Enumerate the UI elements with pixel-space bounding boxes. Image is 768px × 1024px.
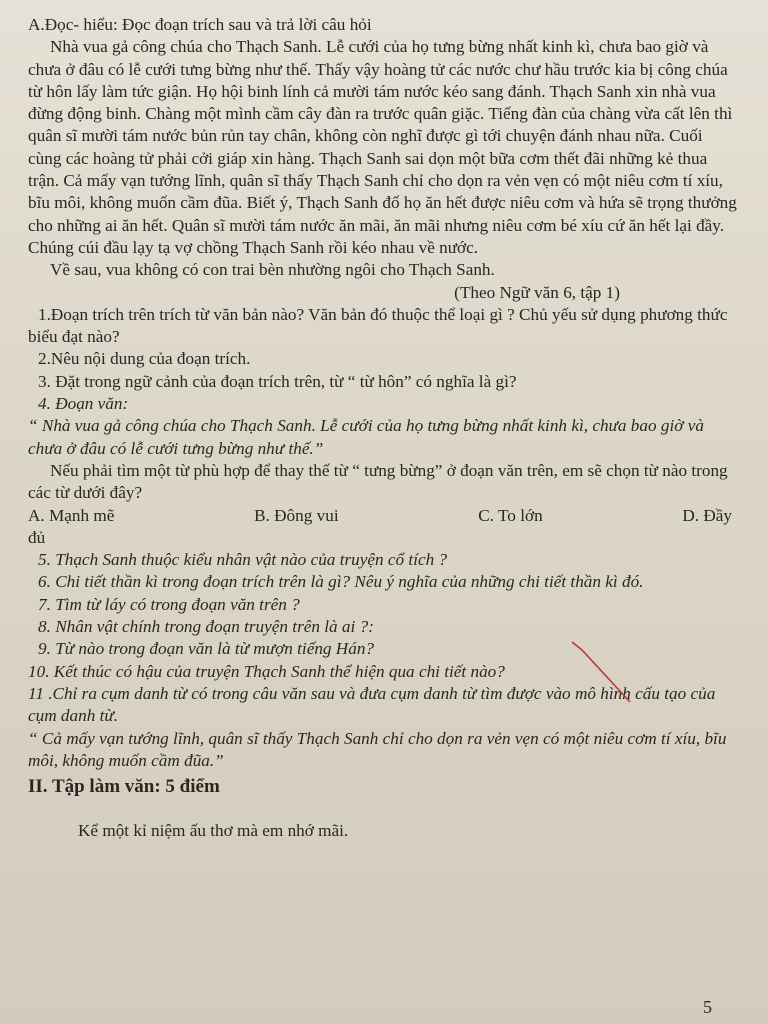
passage-paragraph-2: Về sau, vua không có con trai bèn nhường ngôi cho Thạch Sanh. <box>50 260 495 280</box>
question-4-prompt: Nếu phải tìm một từ phù hợp để thay thế từ “ tưng bừng” ở đoạn văn trên, em sẽ chọn từ nào trong các từ dưới đây? <box>28 460 728 503</box>
option-c: C. To lớn <box>478 505 543 525</box>
passage-paragraph-1: Nhà vua gả công chúa cho Thạch Sanh. Lễ cưới của họ tưng bừng nhất kinh kì, chưa bao giờ và chưa ở đâu có lễ cưới tưng bừng như thế. Thấy vậy hoàng tử các nước chư hầu trước kia bị công chúa từ hôn lấy làm tức giận. Họ hội binh lính cả mười tám nước kéo sang đánh. Thạch Sanh xin nhà vua đừng động binh. Chàng một mình cầm cây đàn ra trước quân giặc. Tiếng đàn của chàng vừa cất lên thì quân sĩ mười tám nước bủn rủn tay chân, không còn nghĩ được gì tới chuyện đánh nhau nữa. Cuối cùng các hoàng tử phải cởi giáp xin hàng. Thạch Sanh sai dọn một bữa cơm thết đãi những kẻ thua trận. Cả mấy vạn tướng lĩnh, quân sĩ thấy Thạch Sanh chỉ cho dọn ra vẻn vẹn có một niêu cơm tí xíu, bĩu môi, không muốn cầm đũa. Biết ý, Thạch Sanh đố họ ăn hết được niêu cơm và hứa sẽ trọng thưởng cho những ai ăn hết. Quân sĩ mười tám nước ăn mãi, ăn mãi nhưng niêu cơm bé xíu cứ ăn hết lại đầy. Chúng cúi đầu lạy tạ vợ chồng Thạch Sanh rồi kéo nhau về nước. <box>28 37 737 257</box>
option-a: A. Mạnh mẽ <box>28 505 115 525</box>
question-9: 9. Từ nào trong đoạn văn là từ mượn tiếng Hán? <box>38 639 375 659</box>
question-4-label: 4. Đoạn văn: <box>38 394 129 414</box>
passage-source: (Theo Ngữ văn 6, tập 1) <box>454 282 620 302</box>
question-10: 10. Kết thúc có hậu của truyện Thạch Sanh thể hiện qua chi tiết nào? <box>28 661 505 681</box>
section-b-heading: II. Tập làm văn: 5 điểm <box>28 776 220 798</box>
question-11: 11 .Chỉ ra cụm danh từ có trong câu văn sau và đưa cụm danh từ tìm được vào mô hình cấu tạo của cụm danh từ. <box>28 683 716 726</box>
red-pen-stroke <box>572 642 630 702</box>
option-d-continuation: đủ <box>28 527 46 547</box>
question-3: 3. Đặt trong ngữ cảnh của đoạn trích trên, từ “ từ hôn” có nghĩa là gì? <box>38 371 517 391</box>
question-4-quote: “ Nhà vua gả công chúa cho Thạch Sanh. Lễ cưới của họ tưng bừng nhất kinh kì, chưa bao giờ và chưa ở đâu có lễ cưới tưng bừng như thế.” <box>28 416 704 458</box>
question-4-options <box>28 505 740 527</box>
question-7: 7. Tìm từ láy có trong đoạn văn trên ? <box>38 594 300 614</box>
question-8: 8. Nhân vật chính trong đoạn truyện trên là ai ?: <box>38 617 374 637</box>
red-pen-mark <box>568 636 638 706</box>
question-5: 5. Thạch Sanh thuộc kiểu nhân vật nào của truyện cổ tích ? <box>38 550 448 570</box>
option-d: D. Đầy <box>682 505 732 525</box>
option-b: B. Đông vui <box>254 505 339 525</box>
question-11-quote: “ Cả mấy vạn tướng lĩnh, quân sĩ thấy Thạch Sanh chỉ cho dọn ra vẻn vẹn có một niêu cơm tí xíu, bĩu môi, không muốn cầm đũa.” <box>28 728 727 770</box>
question-2: 2.Nêu nội dung của đoạn trích. <box>38 349 251 369</box>
question-1: 1.Đoạn trích trên trích từ văn bản nào? Văn bản đó thuộc thể loại gì ? Chủ yếu sử dụng phương thức biểu đạt nào? <box>28 304 728 347</box>
question-6: 6. Chi tiết thần kì trong đoạn trích trên là gì? Nêu ý nghĩa của những chi tiết thần kì đó. <box>38 572 644 592</box>
exam-content <box>28 14 740 843</box>
section-b-prompt: Kể một kỉ niệm ấu thơ mà em nhớ mãi. <box>78 821 349 841</box>
section-a-title: A.Đọc- hiểu: Đọc đoạn trích sau và trả lời câu hỏi <box>28 15 372 34</box>
page-number: 5 <box>703 997 712 1017</box>
